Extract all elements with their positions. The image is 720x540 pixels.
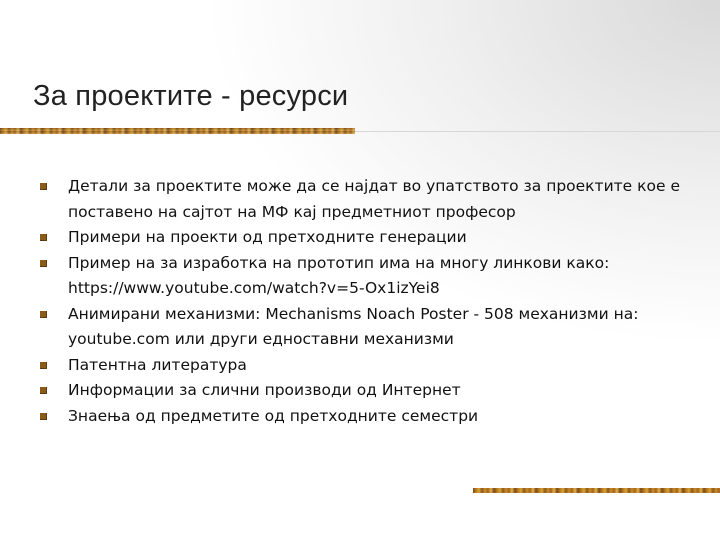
bullet-item bbox=[0, 174, 720, 225]
bullet-item bbox=[0, 353, 720, 379]
bullet-item bbox=[0, 378, 720, 404]
square-bullet-icon bbox=[40, 234, 47, 241]
bullet-text: Информации за слични производи од Интернет bbox=[68, 381, 461, 399]
bullet-text: Знаења од предметите од претходните семестри bbox=[68, 406, 479, 425]
bullet-text: Патентна литература bbox=[68, 355, 247, 374]
bullet-list bbox=[0, 174, 720, 429]
square-bullet-icon bbox=[40, 183, 47, 190]
square-bullet-icon bbox=[40, 387, 47, 394]
bullet-text: Анимирани механизми: Mechanisms Noach Poster - 508 механизми на: youtube.com или други едноставни механизми bbox=[68, 304, 639, 348]
bullet-text: Пример на за изработка на прототип има на многу линкови како: https://www.youtube.com/watch?v=5-Ox1izYei8 bbox=[68, 253, 610, 297]
square-bullet-icon bbox=[40, 413, 47, 420]
bullet-text: Примери на проекти од претходните генерации bbox=[68, 228, 467, 246]
bullet-item bbox=[0, 302, 720, 353]
square-bullet-icon bbox=[40, 362, 47, 369]
bullet-text: Детали за проектите може да се најдат во упатството за проектите кое е поставено на сајтот на МФ кај предметниот професор bbox=[68, 177, 680, 221]
bullet-item bbox=[0, 404, 720, 430]
square-bullet-icon bbox=[40, 311, 47, 318]
title-underline-thin-line bbox=[355, 131, 720, 132]
footer-decoration-line bbox=[473, 488, 720, 493]
bullet-item bbox=[0, 251, 720, 302]
title-underline-decoration bbox=[0, 128, 355, 134]
square-bullet-icon bbox=[40, 260, 47, 267]
slide-title: За проектите - ресурси bbox=[33, 80, 349, 112]
bullet-item bbox=[0, 225, 720, 251]
